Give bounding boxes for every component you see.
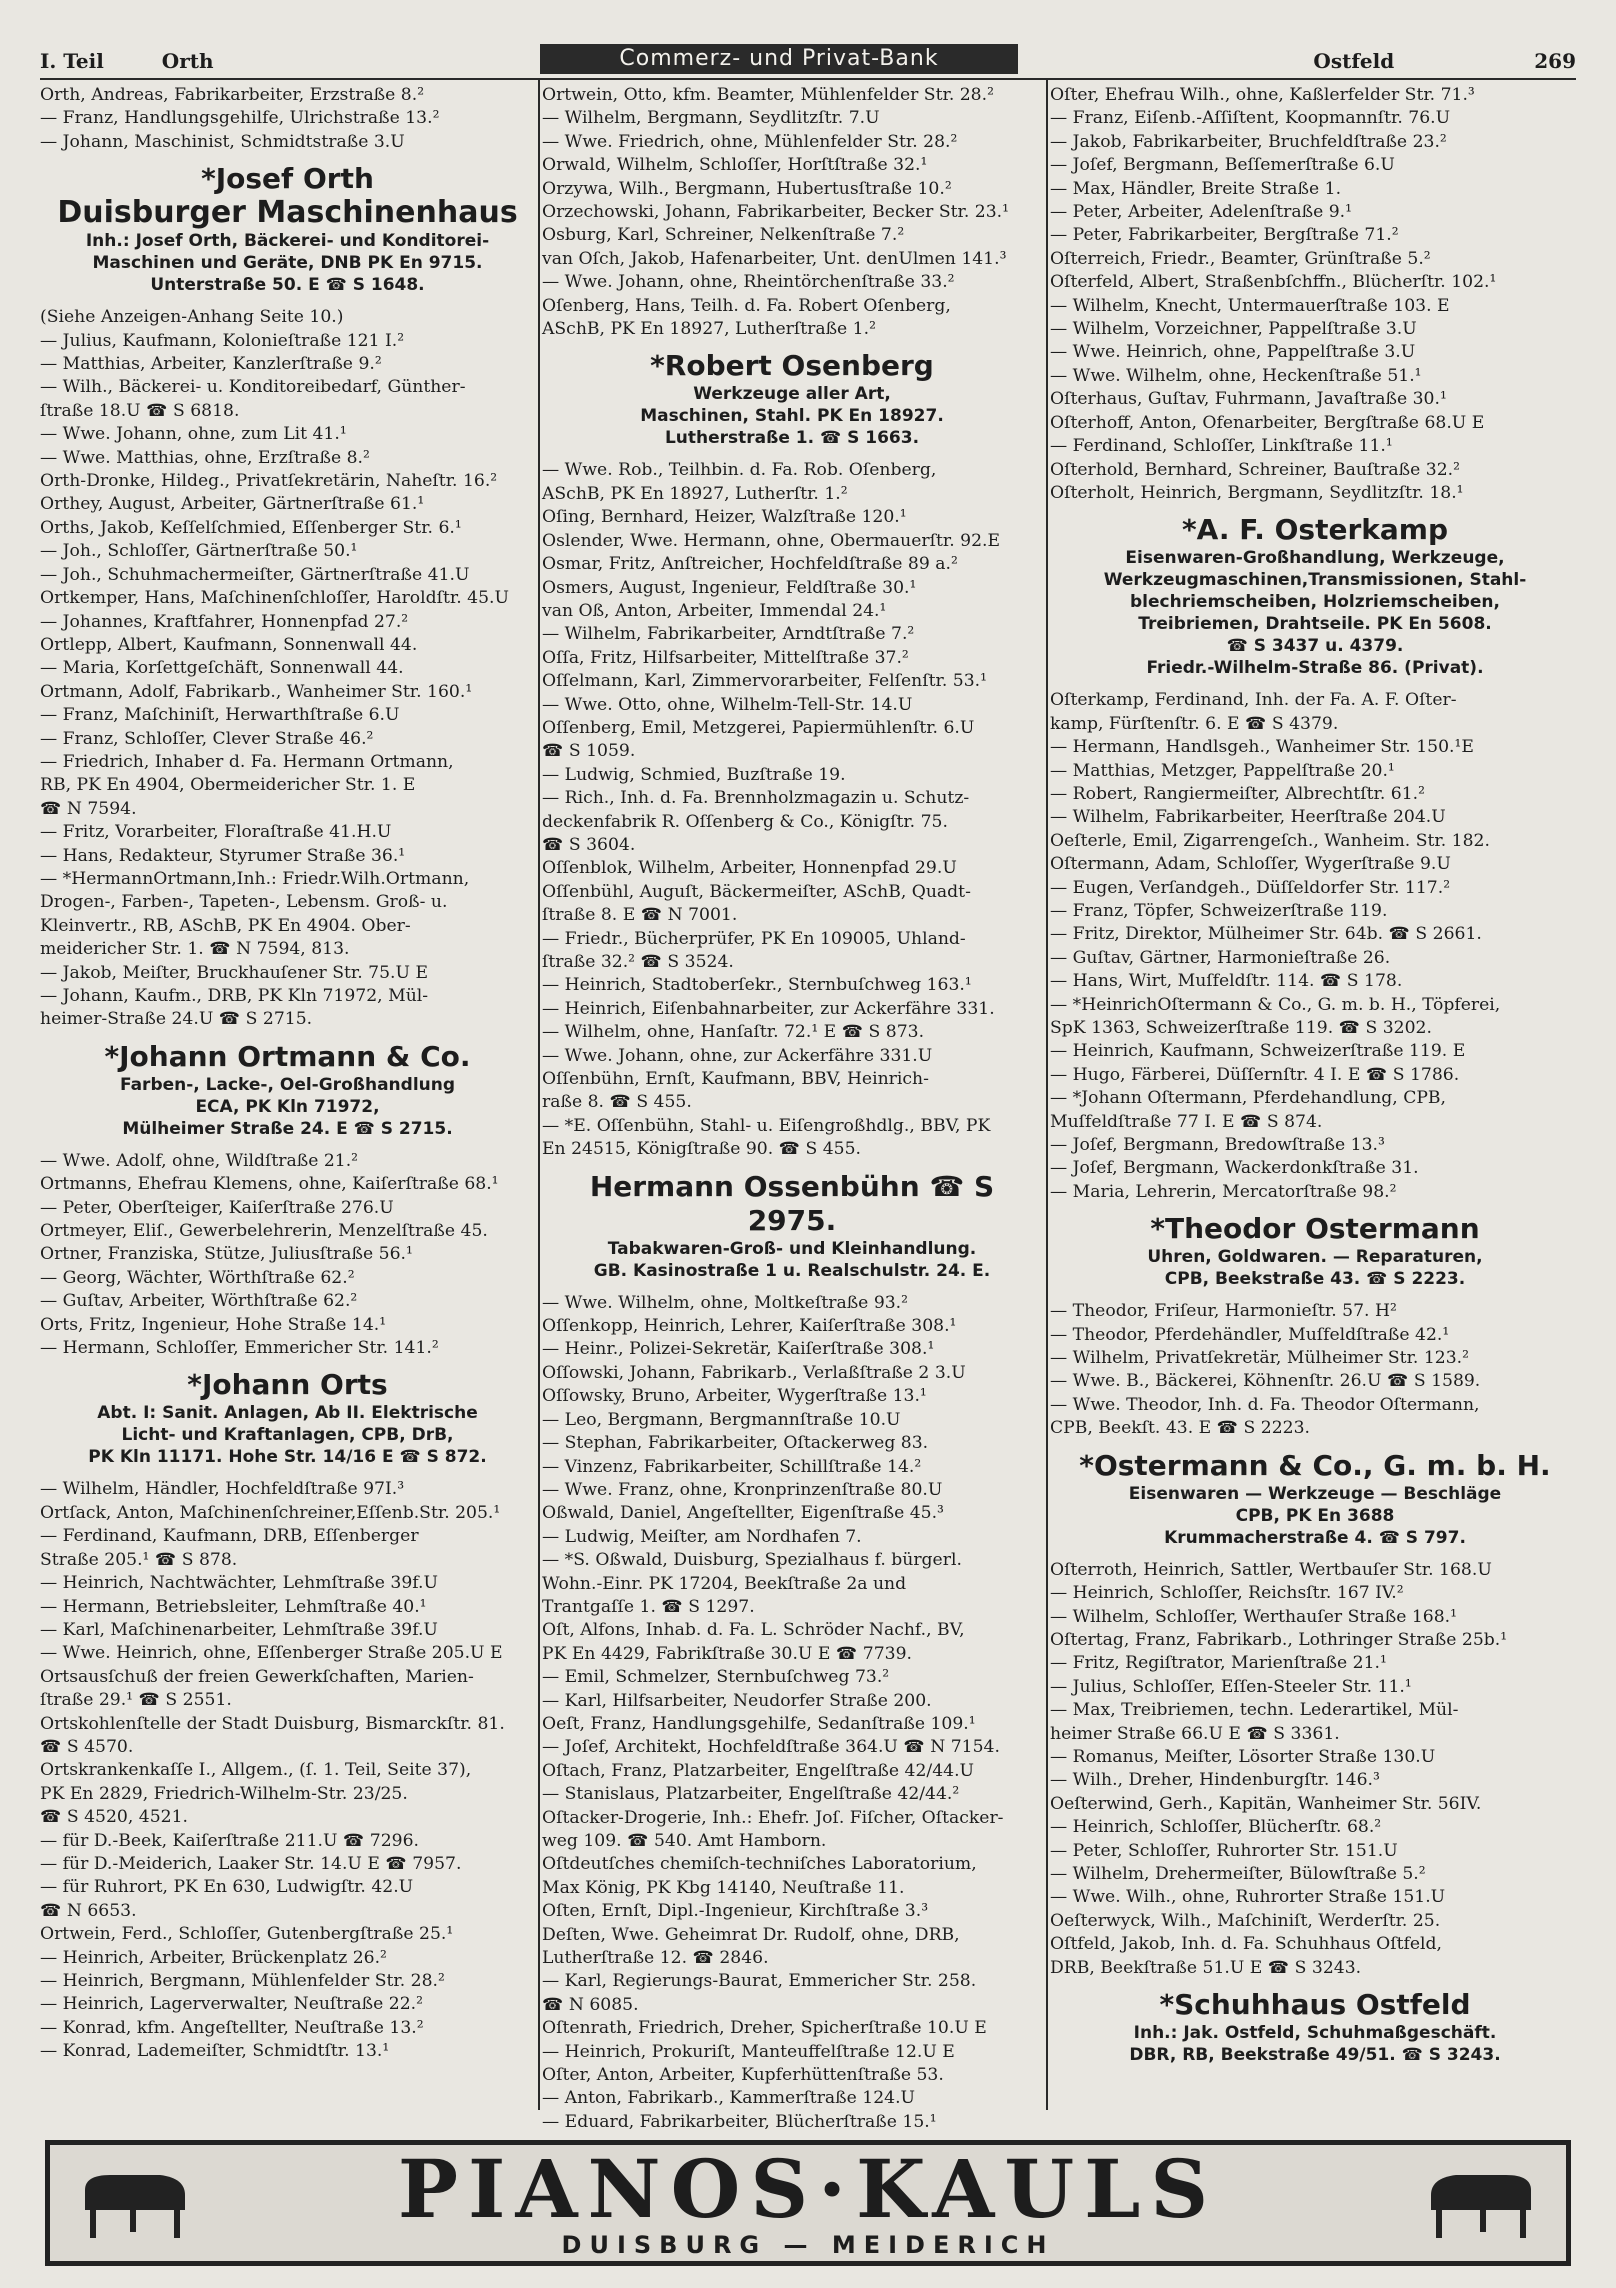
directory-entry: — Hermann, Betriebsleiter, Lehmſtraße 40.¹ <box>40 1596 427 1617</box>
directory-entry: — Wilhelm, Fabrikarbeiter, Arndtſtraße 7.² <box>542 624 915 645</box>
directory-entry: — Wwe. Wilhelm, ohne, Moltkeſtraße 93.² <box>542 1292 909 1313</box>
directory-entry: Oſtach, Franz, Platzarbeiter, Engelſtraße 42/44.U <box>542 1760 975 1781</box>
directory-entry: Oſſenbühn, Ernſt, Kaufmann, BBV, Heinrich- <box>542 1069 929 1090</box>
directory-entry: — Wilhelm, Schloſſer, Werthauſer Straße 168.¹ <box>1050 1606 1458 1627</box>
directory-entry: Oslender, Wwe. Hermann, ohne, Obermauerſtr. 92.E <box>542 530 1001 551</box>
directory-entry: — Wilh., Dreher, Hindenburgſtr. 146.³ <box>1050 1770 1380 1791</box>
ad-line: GB. Kasinostraße 1 u. Realschulstr. 24. E. <box>593 1260 991 1281</box>
directory-entry: — Heinr., Polizei-Sekretär, Kaiſerſtraße 308.¹ <box>542 1339 935 1360</box>
directory-entry: — Wilhelm, Fabrikarbeiter, Heerſtraße 204.U <box>1050 807 1446 828</box>
ad-line: Uhren, Goldwaren. — Reparaturen, <box>1147 1247 1483 1268</box>
directory-entry: — Joh., Schloſſer, Gärtnerſtraße 50.¹ <box>40 541 358 562</box>
directory-entry: Oſtermann, Adam, Schloſſer, Wygerſtraße 9.U <box>1050 854 1451 875</box>
directory-entry: — Wwe. Friedrich, ohne, Mühlenfelder Str. 28.² <box>542 131 958 152</box>
directory-entry: Oſterhoff, Anton, Ofenarbeiter, Bergſtraße 68.U E <box>1050 412 1485 433</box>
brand-name: PIANOS·KAULS <box>397 2142 1219 2236</box>
directory-entry: Osmar, Fritz, Anſtreicher, Hochfeldſtraße 89 a.² <box>542 554 958 575</box>
directory-entry: Oeſterle, Emil, Zigarrengeſch., Wanheim. Str. 182. <box>1050 830 1490 851</box>
page-number: 269 <box>1534 49 1576 73</box>
directory-entry: Orzechowski, Johann, Fabrikarbeiter, Becker Str. 23.¹ <box>542 202 1010 223</box>
column-divider <box>538 80 540 2110</box>
directory-entry: ☎ S 3604. <box>542 834 636 855</box>
directory-entry: Orths, Jakob, Keſſelſchmied, Eſſenberger Str. 6.¹ <box>40 517 462 538</box>
directory-entry: — Wwe. Matthias, ohne, Erzſtraße 8.² <box>40 447 370 468</box>
directory-entry: — Wilhelm, Privatſekretär, Mülheimer Str. 123.² <box>1050 1348 1470 1369</box>
directory-entry: — Ferdinand, Kaufmann, DRB, Eſſenberger <box>40 1526 419 1547</box>
directory-entry: — Wwe. B., Bäckerei, Köhnenſtr. 26.U ☎ S 1589. <box>1050 1371 1481 1392</box>
directory-entry: ſtraße 8. E ☎ N 7001. <box>542 905 738 926</box>
directory-entry: — Guſtav, Arbeiter, Wörthſtraße 62.² <box>40 1291 358 1312</box>
ad-line: Werkzeugmaschinen,Transmissionen, Stahl- <box>1103 570 1527 591</box>
directory-entry: heimer Straße 66.U E ☎ S 3361. <box>1050 1723 1340 1744</box>
directory-entry: — Heinrich, Schloſſer, Blücherſtr. 68.² <box>1050 1817 1382 1838</box>
business-advertisement <box>1050 1449 1580 1549</box>
directory-entry: weg 109. ☎ 540. Amt Hamborn. <box>542 1831 827 1851</box>
directory-entry: meidericher Str. 1. ☎ N 7594, 813. <box>40 939 350 960</box>
directory-entry: Oeſterwyck, Wilh., Maſchiniſt, Werderſtr. 25. <box>1050 1910 1441 1931</box>
directory-entry: — Wwe. Rob., Teilhbin. d. Fa. Rob. Oſenberg, <box>542 460 937 481</box>
directory-entry: ☎ N 7594. <box>40 798 137 819</box>
business-advertisement <box>40 1368 535 1468</box>
ad-line: Treibriemen, Drahtseile. PK En 5608. <box>1138 614 1492 635</box>
directory-entry: ASchB, PK En 18927, Lutherſtr. 1.² <box>542 483 848 504</box>
directory-entry: — Johannes, Kraftfahrer, Honnenpfad 27.² <box>40 611 409 632</box>
directory-entry: Oſſenbühl, Auguſt, Bäckermeiſter, ASchB, Quadt- <box>542 881 971 902</box>
ad-line: Inh.: Jak. Ostfeld, Schuhmaßgeschäft. <box>1133 2023 1497 2043</box>
directory-entry: — Wwe. Wilh., ohne, Ruhrorter Straße 151.U <box>1050 1887 1446 1908</box>
directory-entry: Oſtacker-Drogerie, Inh.: Ehefr. Joſ. Fiſcher, Oſtacker- <box>542 1807 1004 1828</box>
directory-entry: — Max, Händler, Breite Straße 1. <box>1050 178 1342 199</box>
directory-entry: — Georg, Wächter, Wörthſtraße 62.² <box>40 1267 355 1288</box>
directory-entry: — Eduard, Fabrikarbeiter, Blücherſtraße 15.¹ <box>542 2111 937 2132</box>
directory-entry: Lutherſtraße 12. ☎ 2846. <box>542 1948 769 1969</box>
ad-line: ☎ S 3437 u. 4379. <box>1226 636 1404 657</box>
directory-entry: Oeſterwind, Gerh., Kapitän, Wanheimer Str. 56IV. <box>1050 1793 1482 1814</box>
directory-entry: — Wwe. Wilhelm, ohne, Heckenſtraße 51.¹ <box>1050 365 1422 386</box>
ad-business-name: *Johann Orts <box>187 1368 388 1402</box>
directory-entry: — Wilhelm, ohne, Hanſaſtr. 72.¹ E ☎ S 873. <box>542 1022 925 1043</box>
directory-entry: Oſterreich, Friedr., Beamter, Grünſtraße 5.² <box>1050 248 1431 269</box>
directory-entry: Trantgaſſe 1. ☎ S 1297. <box>542 1596 755 1617</box>
directory-entry: Wohn.-Einr. PK 17204, Beekſtraße 2a und <box>542 1573 907 1594</box>
directory-entry: ſtraße 29.¹ ☎ S 2551. <box>40 1690 232 1711</box>
ad-line: Licht- und Kraftanlagen, CPB, DrB, <box>121 1425 454 1446</box>
directory-entry: — für D.-Beek, Kaiſerſtraße 211.U ☎ 7296. <box>40 1830 419 1851</box>
directory-entry: — Wwe. Johann, ohne, zur Ackerfähre 331.U <box>542 1045 933 1066</box>
directory-entry: Ortkemper, Hans, Maſchinenſchloſſer, Haroldſtr. 45.U <box>40 588 509 609</box>
directory-entry: Oſterholt, Heinrich, Bergmann, Seydlitzſtr. 18.¹ <box>1050 482 1464 503</box>
directory-entry: — Joh., Schuhmachermeiſter, Gärtnerſtraße 41.U <box>40 564 470 585</box>
directory-entry: Ortwein, Ferd., Schloſſer, Gutenbergſtraße 25.¹ <box>40 1924 454 1945</box>
ad-line: Mülheimer Straße 24. E ☎ S 2715. <box>122 1118 453 1139</box>
directory-entry: Ortlepp, Albert, Kaufmann, Sonnenwall 44. <box>40 634 418 655</box>
directory-entry: van Oß, Anton, Arbeiter, Immendal 24.¹ <box>542 600 887 621</box>
column-3 <box>1050 84 1580 2104</box>
directory-entry: Oſter, Anton, Arbeiter, Kupferhüttenſtraße 53. <box>542 2065 944 2086</box>
ad-line: Maschinen, Stahl. PK En 18927. <box>640 406 944 427</box>
directory-entry: — Heinrich, Nachtwächter, Lehmſtraße 39f.U <box>40 1573 438 1594</box>
directory-entry: Orth, Andreas, Fabrikarbeiter, Erzstraße 8.² <box>40 85 425 105</box>
ad-line: CPB, Beekstraße 43. ☎ S 2223. <box>1164 1269 1466 1290</box>
directory-entry: — Wilhelm, Händler, Hochfeldſtraße 97I.³ <box>40 1479 405 1500</box>
ad-line: Farben-, Lacke-, Oel-Großhandlung <box>119 1074 456 1095</box>
directory-entry: Oſſowsky, Bruno, Arbeiter, Wygerſtraße 13.¹ <box>542 1386 927 1407</box>
directory-entry: — Karl, Maſchinenarbeiter, Lehmſtraße 39f.U <box>40 1619 438 1640</box>
header-right <box>1173 49 1576 73</box>
directory-entry: — Theodor, Friſeur, Harmonieſtr. 57. H² <box>1050 1301 1397 1322</box>
directory-entry: Ortmanns, Ehefrau Klemens, ohne, Kaiſerſtraße 68.¹ <box>40 1174 499 1195</box>
directory-entry: — Wilhelm, Knecht, Untermauerſtraße 103. E <box>1050 295 1450 316</box>
ad-line: Werkzeuge aller Art, <box>693 384 891 405</box>
directory-entry: Oſtdeutſches chemiſch-techniſches Laboratorium, <box>542 1854 977 1875</box>
directory-entry: Osburg, Karl, Schreiner, Nelkenſtraße 7.² <box>542 225 905 246</box>
directory-entry: Deſten, Wwe. Geheimrat Dr. Rudolf, ohne, DRB, <box>542 1924 960 1945</box>
directory-entry: — Matthias, Metzger, Pappelſtraße 20.¹ <box>1050 760 1395 781</box>
ad-line: Eisenwaren — Werkzeuge — Beschläge <box>1128 1483 1502 1504</box>
directory-entry: — Rich., Inh. d. Fa. Brennholzmagazin u. Schutz- <box>542 788 970 809</box>
directory-entry: — Hans, Wirt, Muſfeldſtr. 114. ☎ S 178. <box>1050 971 1403 992</box>
directory-entry: Ortmeyer, Eliſ., Gewerbelehrerin, Menzelſtraße 45. <box>40 1221 488 1242</box>
ad-line: Unterstraße 50. E ☎ S 1648. <box>150 275 425 296</box>
ad-line: Inh.: Josef Orth, Bäckerei- und Konditorei- <box>85 231 490 252</box>
directory-entry: RB, PK En 4904, Obermeidericher Str. 1. E <box>40 775 416 796</box>
directory-entry: Oſſenblok, Wilhelm, Arbeiter, Honnenpfad 29.U <box>542 858 957 879</box>
directory-entry: — Fritz, Vorarbeiter, Floraſtraße 41.H.U <box>40 822 392 843</box>
directory-entry: — Ludwig, Meiſter, am Nordhafen 7. <box>542 1526 862 1547</box>
right-catchword: Ostfeld <box>1313 49 1395 73</box>
ad-business-name: Hermann Ossenbühn ☎ S 2975. <box>589 1169 995 1237</box>
ad-business-subname: Duisburger Maschinenhaus <box>57 195 518 231</box>
directory-entry: Oſenberg, Hans, Teilh. d. Fa. Robert Oſenberg, <box>542 295 951 316</box>
directory-entry: Orth-Dronke, Hildeg., Privatſekretärin, Naheſtr. 16.² <box>40 471 498 492</box>
directory-entry: ☎ N 6085. <box>542 1994 639 2015</box>
directory-entry: Oßwald, Daniel, Angeſtellter, Eigenſtraße 45.³ <box>542 1503 944 1524</box>
directory-entry: deckenfabrik R. Oſſenberg & Co., Königſtr. 75. <box>542 811 948 832</box>
directory-entry: — Hermann, Schloſſer, Emmericher Str. 141.² <box>40 1338 439 1359</box>
ad-business-name: *Ostermann & Co., G. m. b. H. <box>1079 1448 1551 1482</box>
directory-entry: Oſtertag, Franz, Fabrikarb., Lothringer Straße 25b.¹ <box>1050 1629 1508 1650</box>
directory-entry: Ortsausſchuß der freien Gewerkſchaften, Marien- <box>40 1666 474 1687</box>
directory-entry: Oſing, Bernhard, Heizer, Walzſtraße 120.¹ <box>542 507 907 528</box>
directory-entry: Oſſenberg, Emil, Metzgerei, Papiermühlenſtr. 6.U <box>542 717 975 738</box>
header-left <box>40 49 272 73</box>
directory-entry: Oſterhaus, Guſtav, Fuhrmann, Javaſtraße 30.¹ <box>1050 389 1447 410</box>
ad-line: PK Kln 11171. Hohe Str. 14/16 E ☎ S 872. <box>88 1447 487 1468</box>
directory-entry: (Siehe Anzeigen-Anhang Seite 10.) <box>40 307 344 328</box>
directory-entry: Oſt, Alfons, Inhab. d. Fa. L. Schröder Nachf., BV, <box>542 1620 965 1641</box>
directory-entry: Oſſa, Fritz, Hilfsarbeiter, Mittelſtraße 37.² <box>542 647 909 668</box>
directory-entry: — Johann, Kaufm., DRB, PK Kln 71972, Mül- <box>40 986 429 1006</box>
ad-line: blechriemscheiben, Holzriemscheiben, <box>1130 592 1500 613</box>
directory-entry: DRB, Beekſtraße 51.U E ☎ S 3243. <box>1050 1957 1362 1978</box>
directory-entry: — Emil, Schmelzer, Sternbuſchweg 73.² <box>542 1667 890 1688</box>
ad-business-name: *Robert Osenberg <box>650 349 934 383</box>
directory-entry: Ortſack, Anton, Maſchinenſchreiner,Eſſenb.Str. 205.¹ <box>40 1502 501 1523</box>
directory-entry: — Franz, Töpfer, Schweizerſtraße 119. <box>1050 900 1388 921</box>
business-advertisement <box>1050 513 1580 679</box>
directory-entry: — Heinrich, Stadtoberſekr., Sternbuſchweg 163.¹ <box>542 975 972 996</box>
directory-entry: — Wilhelm, Vorzeichner, Pappelſtraße 3.U <box>1050 319 1417 340</box>
header-rule <box>40 78 1576 80</box>
directory-entry: — Leo, Bergmann, Bergmannſtraße 10.U <box>542 1409 901 1430</box>
ad-line: Friedr.-Wilhelm-Straße 86. (Privat). <box>1146 658 1484 679</box>
directory-entry: — Anton, Fabrikarb., Kammerſtraße 124.U <box>542 2088 916 2109</box>
ad-business-name: *Johann Ortmann & Co. <box>104 1039 471 1073</box>
directory-entry: Orwald, Wilhelm, Schloſſer, Horſtſtraße 32.¹ <box>542 155 928 176</box>
directory-entry: Oſſelmann, Karl, Zimmervorarbeiter, Felſenſtr. 53.¹ <box>542 671 987 692</box>
directory-entry: PK En 4429, Fabrikſtraße 30.U E ☎ 7739. <box>542 1643 912 1664</box>
directory-entry: — Ludwig, Schmied, Buzſtraße 19. <box>542 764 846 785</box>
directory-entry: — Friedr., Bücherprüfer, PK En 109005, Uhland- <box>542 928 966 949</box>
directory-entry: — für Ruhrort, PK En 630, Ludwigſtr. 42.U <box>40 1877 414 1898</box>
ad-line: Eisenwaren-Großhandlung, Werkzeuge, <box>1125 548 1505 569</box>
directory-entry: ☎ S 4570. <box>40 1736 134 1757</box>
directory-entry: heimer-Straße 24.U ☎ S 2715. <box>40 1009 313 1030</box>
directory-entry: — Stanislaus, Platzarbeiter, Engelſtraße 42/44.² <box>542 1784 960 1805</box>
directory-entry: Oſtenrath, Friedrich, Dreher, Spicherſtraße 10.U E <box>542 2018 987 2039</box>
directory-entry: — Franz, Schloſſer, Clever Straße 46.² <box>40 728 374 749</box>
directory-entry: — Heinrich, Eiſenbahnarbeiter, zur Ackerfähre 331. <box>542 998 995 1019</box>
directory-entry: Oſtfeld, Jakob, Inh. d. Fa. Schuhhaus Oſtfeld, <box>1050 1934 1442 1955</box>
directory-entry: — Heinrich, Bergmann, Mühlenfelder Str. 28.² <box>40 1971 445 1991</box>
bank-banner: Commerz- und Privat-Bank <box>540 44 1018 74</box>
directory-entry: — für D.-Meiderich, Laaker Str. 14.U E ☎ 7957. <box>40 1853 462 1874</box>
directory-entry: — Joſef, Bergmann, Wackerdonkſtraße 31. <box>1050 1158 1419 1179</box>
directory-entry: raße 8. ☎ S 455. <box>542 1092 692 1113</box>
ad-business-name: *Theodor Ostermann <box>1150 1212 1480 1246</box>
business-advertisement <box>1050 1212 1580 1290</box>
directory-entry: — Ferdinand, Schloſſer, Linkſtraße 11.¹ <box>1050 436 1393 457</box>
directory-entry: — Johann, Maschinist, Schmidtstraße 3.U <box>40 131 405 152</box>
directory-entry: — Peter, Fabrikarbeiter, Bergſtraße 71.² <box>1050 225 1399 246</box>
directory-entry: — Wilhelm, Bergmann, Seydlitzſtr. 7.U <box>542 108 880 129</box>
directory-entry: — Stephan, Fabrikarbeiter, Oſtackerweg 83. <box>542 1433 929 1454</box>
directory-entry: van Oſch, Jakob, Hafenarbeiter, Unt. denUlmen 141.³ <box>542 248 1007 269</box>
directory-entry: — Wilh., Bäckerei- u. Konditoreibedarf, Günther- <box>40 377 466 398</box>
directory-entry: Oeſt, Franz, Handlungsgehilfe, Sedanſtraße 109.¹ <box>542 1713 976 1734</box>
directory-entry: — Theodor, Pferdehändler, Muſfeldſtraße 42.¹ <box>1050 1324 1450 1345</box>
directory-entry: ☎ S 4520, 4521. <box>40 1807 188 1828</box>
ad-business-name: *A. F. Osterkamp <box>1182 513 1448 547</box>
directory-entry: — Peter, Arbeiter, Adelenſtraße 9.¹ <box>1050 202 1353 223</box>
directory-entry: — Peter, Oberſteiger, Kaiſerſtraße 276.U <box>40 1197 394 1218</box>
directory-entry: — Franz, Maſchiniſt, Herwarthſtraße 6.U <box>40 705 400 726</box>
directory-entry: — Romanus, Meiſter, Lösorter Straße 130.U <box>1050 1746 1436 1767</box>
directory-entry: — Wwe. Johann, ohne, Rheintörchenſtraße 33.² <box>542 272 955 293</box>
directory-entry: — Heinrich, Prokuriſt, Manteuffelſtraße 12.U E <box>542 2041 955 2062</box>
directory-entry: — Peter, Schloſſer, Ruhrorter Str. 151.U <box>1050 1840 1398 1861</box>
directory-entry: — Maria, Korſettgeſchäft, Sonnenwall 44. <box>40 658 404 679</box>
directory-entry: — *E. Oſſenbühn, Stahl- u. Eiſengroßhdlg., BBV, PK <box>542 1115 991 1136</box>
directory-entry: — Konrad, Lademeiſter, Schmidtſtr. 13.¹ <box>40 2041 390 2062</box>
piano-icon <box>1426 2170 1536 2240</box>
directory-entry: — Guſtav, Gärtner, Harmonieſtraße 26. <box>1050 947 1391 968</box>
directory-entry: — Joſef, Bergmann, Beſſemerſtraße 6.U <box>1050 155 1395 176</box>
directory-entry: — Heinrich, Lagerverwalter, Neuſtraße 22.² <box>40 1994 423 2015</box>
directory-entry: — Heinrich, Schloſſer, Reichsſtr. 167 IV.² <box>1050 1583 1404 1604</box>
directory-entry: ASchB, PK En 18927, Lutherſtraße 1.² <box>542 319 876 340</box>
business-advertisement <box>1050 1988 1580 2066</box>
directory-entry: — Wilhelm, Drehermeiſter, Bülowſtraße 5.² <box>1050 1863 1426 1884</box>
directory-entry: — Julius, Kaufmann, Kolonieſtraße 121 I.² <box>40 330 405 351</box>
directory-entry: Ortmann, Adolf, Fabrikarb., Wanheimer Str. 160.¹ <box>40 681 473 702</box>
directory-entry: — *HermannOrtmann,Inh.: Friedr.Wilh.Ortmann, <box>40 868 470 889</box>
directory-entry: ☎ N 6653. <box>40 1900 137 1921</box>
directory-entry: Oſterkamp, Ferdinand, Inh. der Fa. A. F. Oſter- <box>1050 690 1457 711</box>
directory-entry: Oſten, Ernſt, Dipl.-Ingenieur, Kirchſtraße 3.³ <box>542 1901 929 1922</box>
directory-entry: PK En 2829, Friedrich-Wilhelm-Str. 23/25. <box>40 1783 408 1804</box>
directory-entry: — Fritz, Direktor, Mülheimer Str. 64b. ☎ S 2661. <box>1050 924 1482 945</box>
directory-entry: Orts, Fritz, Ingenieur, Hohe Straße 14.¹ <box>40 1314 387 1335</box>
directory-entry: — Wwe. Heinrich, ohne, Pappelſtraße 3.U <box>1050 342 1416 363</box>
directory-entry: — Friedrich, Inhaber d. Fa. Hermann Ortmann, <box>40 751 454 772</box>
directory-entry: — Wwe. Johann, ohne, zum Lit 41.¹ <box>40 424 347 445</box>
directory-entry: — Joſef, Bergmann, Bredowſtraße 13.³ <box>1050 1135 1385 1156</box>
ad-business-name: *Schuhhaus Ostfeld <box>1159 1988 1471 2021</box>
business-advertisement <box>542 1170 1042 1282</box>
directory-entry: Oſſenkopp, Heinrich, Lehrer, Kaiſerſtraße 308.¹ <box>542 1316 957 1337</box>
directory-entry: Ortwein, Otto, kfm. Beamter, Mühlenfelder Str. 28.² <box>542 85 994 105</box>
directory-entry: Muſfeldſtraße 77 I. E ☎ S 874. <box>1050 1111 1323 1132</box>
part-label: I. Teil <box>40 49 104 73</box>
directory-entry: Ortner, Franziska, Stütze, Juliusſtraße 56.¹ <box>40 1244 413 1265</box>
business-advertisement <box>40 1040 535 1140</box>
business-advertisement <box>542 349 1042 449</box>
directory-entry: ☎ S 1059. <box>542 741 636 762</box>
pianos-kauls-advertisement <box>45 2140 1571 2266</box>
directory-entry: Ortskrankenkaſſe I., Allgem., (ſ. 1. Teil, Seite 37), <box>40 1760 472 1781</box>
column-1 <box>40 84 535 2104</box>
directory-entry: — Konrad, kfm. Angeſtellter, Neuſtraße 13.² <box>40 2017 424 2038</box>
directory-entry: Oſter, Ehefrau Wilh., ohne, Kaßlerfelder Str. 71.³ <box>1050 85 1475 105</box>
directory-entry: — Robert, Rangiermeiſter, Albrechtſtr. 61.² <box>1050 783 1426 804</box>
directory-entry: — *S. Oßwald, Duisburg, Spezialhaus f. bürgerl. <box>542 1550 962 1571</box>
directory-entry: — Franz, Eiſenb.-Aſſiſtent, Koopmannſtr. 76.U <box>1050 108 1451 129</box>
column-2 <box>542 84 1042 2132</box>
directory-entry: Oſterfeld, Albert, Straßenbſchffn., Blücherſtr. 102.¹ <box>1050 272 1497 293</box>
ad-line: Tabakwaren-Groß- und Kleinhandlung. <box>607 1238 977 1259</box>
directory-entry: Osmers, August, Ingenieur, Feldſtraße 30.¹ <box>542 577 917 598</box>
directory-entry: — Matthias, Arbeiter, Kanzlerſtraße 9.² <box>40 354 382 375</box>
directory-entry: — *HeinrichOſtermann & Co., G. m. b. H., Töpferei, <box>1050 994 1501 1015</box>
directory-entry: Oſterroth, Heinrich, Sattler, Wertbauſer Str. 168.U <box>1050 1559 1492 1580</box>
ad-line: Krummacherstraße 4. ☎ S 797. <box>1164 1527 1466 1548</box>
directory-entry: — Karl, Hilfsarbeiter, Neudorfer Straße 200. <box>542 1690 932 1711</box>
directory-entry: — Julius, Schloſſer, Eſſen-Steeler Str. 11.¹ <box>1050 1676 1412 1697</box>
ad-line: DBR, RB, Beekstraße 49/51. ☎ S 3243. <box>1129 2045 1501 2065</box>
directory-entry: — Wwe. Otto, ohne, Wilhelm-Tell-Str. 14.U <box>542 694 913 715</box>
directory-entry: — Wwe. Theodor, Inh. d. Fa. Theodor Oſtermann, <box>1050 1394 1480 1415</box>
directory-entry: Drogen-, Farben-, Tapeten-, Lebensm. Groß- u. <box>40 892 448 913</box>
directory-entry: — Fritz, Regiſtrator, Marienſtraße 21.¹ <box>1050 1653 1387 1674</box>
directory-entry: — Joſef, Architekt, Hochfeldſtraße 364.U ☎ N 7154. <box>542 1737 1000 1758</box>
directory-entry: — Hugo, Färberei, Düſſernſtr. 4 I. E ☎ S 1786. <box>1050 1064 1460 1085</box>
directory-entry: — Wwe. Adolf, ohne, Wildſtraße 21.² <box>40 1150 359 1171</box>
directory-entry: — Max, Treibriemen, techn. Lederartikel, Mül- <box>1050 1700 1459 1721</box>
directory-entry: — Franz, Handlungsgehilfe, Ulrichstraße 13.² <box>40 108 440 129</box>
ad-line: CPB, PK En 3688 <box>1235 1505 1395 1526</box>
directory-entry: — Hermann, Handlsgeh., Wanheimer Str. 150.¹E <box>1050 737 1474 758</box>
directory-entry: — Eugen, Verſandgeh., Düſſeldorfer Str. 117.² <box>1050 877 1451 898</box>
directory-entry: Oſterhold, Bernhard, Schreiner, Bauſtraße 32.² <box>1050 459 1461 480</box>
directory-entry: Oſſowski, Johann, Fabrikarb., Verlaßſtraße 2 3.U <box>542 1362 966 1383</box>
business-advertisement <box>40 162 535 296</box>
directory-entry: — *Johann Oſtermann, Pferdehandlung, CPB, <box>1050 1088 1447 1109</box>
directory-entry: Straße 205.¹ ☎ S 878. <box>40 1549 238 1570</box>
directory-entry: SpK 1363, Schweizerſtraße 119. ☎ S 3202. <box>1050 1018 1432 1038</box>
directory-entry: — Heinrich, Arbeiter, Brückenplatz 26.² <box>40 1947 387 1968</box>
ad-business-name: *Josef Orth <box>201 162 374 196</box>
brand-cities: DUISBURG — MEIDERICH <box>561 2231 1055 2259</box>
column-divider <box>1046 80 1048 2110</box>
left-catchword: Orth <box>161 49 214 73</box>
directory-entry: CPB, Beekſt. 43. E ☎ S 2223. <box>1050 1418 1310 1439</box>
directory-entry: — Wwe. Heinrich, ohne, Eſſenberger Straße 205.U E <box>40 1643 503 1664</box>
directory-entry: ſtraße 32.² ☎ S 3524. <box>542 952 734 972</box>
directory-entry: — Jakob, Meiſter, Bruckhauſener Str. 75.U E <box>40 962 429 983</box>
directory-entry: Ortskohlenſtelle der Stadt Duisburg, Bismarckſtr. 81. <box>40 1713 505 1734</box>
ad-line: Abt. I: Sanit. Anlagen, Ab II. Elektrische <box>97 1403 478 1424</box>
directory-entry: — Karl, Regierungs-Baurat, Emmericher Str. 258. <box>542 1971 977 1992</box>
ad-line: Maschinen und Geräte, DNB PK En 9715. <box>92 253 483 274</box>
directory-entry: En 24515, Königſtraße 90. ☎ S 455. <box>542 1139 862 1160</box>
directory-entry: — Jakob, Fabrikarbeiter, Bruchfeldſtraße 23.² <box>1050 131 1447 152</box>
directory-entry: — Maria, Lehrerin, Mercatorſtraße 98.² <box>1050 1181 1397 1202</box>
directory-entry: — Vinzenz, Fabrikarbeiter, Schillſtraße 14.² <box>542 1456 922 1477</box>
ad-line: ECA, PK Kln 71972, <box>195 1096 380 1117</box>
directory-entry: Orthey, August, Arbeiter, Gärtnerſtraße 61.¹ <box>40 494 425 515</box>
directory-entry: — Hans, Redakteur, Styrumer Straße 36.¹ <box>40 845 406 866</box>
directory-entry: Kleinvertr., RB, ASchB, PK En 4904. Ober- <box>40 915 411 936</box>
directory-entry: — Wwe. Franz, ohne, Kronprinzenſtraße 80.U <box>542 1479 943 1500</box>
directory-entry: kamp, Fürſtenſtr. 6. E ☎ S 4379. <box>1050 713 1339 734</box>
ad-line: Lutherstraße 1. ☎ S 1663. <box>664 428 920 449</box>
directory-entry: Orzywa, Wilh., Bergmann, Hubertusſtraße 10.² <box>542 178 952 199</box>
directory-entry: Max König, PK Kbg 14140, Neuſtraße 11. <box>542 1877 905 1898</box>
directory-entry: — Heinrich, Kaufmann, Schweizerſtraße 119. E <box>1050 1041 1466 1062</box>
directory-entry: ſtraße 18.U ☎ S 6818. <box>40 400 240 421</box>
